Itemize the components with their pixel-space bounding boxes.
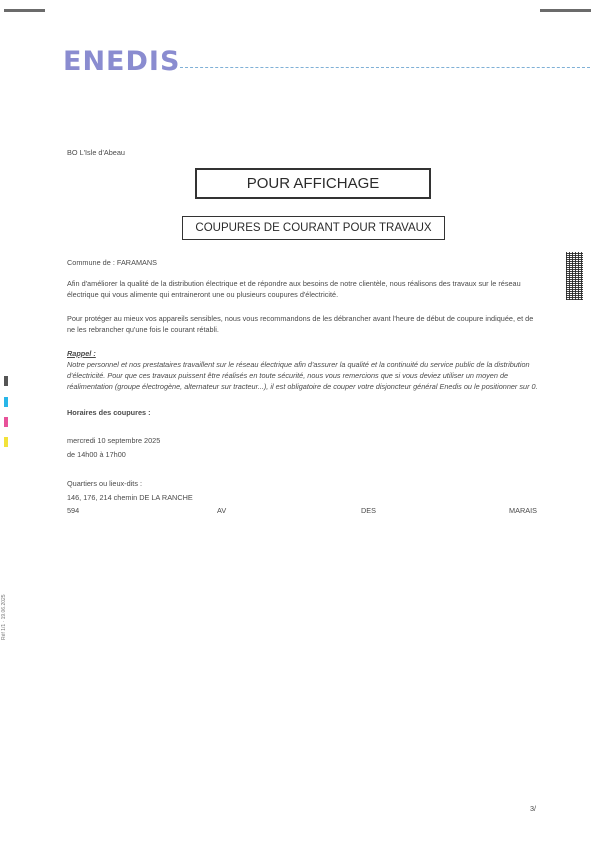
rappel-label: Rappel : (67, 349, 96, 358)
scan-colorbar-black (4, 376, 8, 386)
quartiers-col-4: MARAIS (509, 506, 537, 515)
datamatrix-code-icon (566, 252, 583, 300)
horaires-label: Horaires des coupures : (67, 408, 151, 417)
quartiers-col-3: DES (361, 506, 377, 515)
rappel-text: Notre personnel et nos prestataires travaillent sur le réseau électrique afin d'assurer la qualité et la continuité du service public de la distribution d'électricité. Pour que ces travaux puissent être réalisés en toute sécurité, nous vous remercions que si vous deviez utiliser un moyen de réalimentation (groupe électrogène, alternateur sur tracteur...), il est obligatoire de couper votre disjoncteur général Enedis ou le positionner sur 0. (67, 360, 538, 391)
corner-mark-right (540, 9, 591, 12)
quartiers-col-1: 594 (67, 506, 80, 515)
rappel-block (67, 348, 542, 392)
paragraph-protect: Pour protéger au mieux vos appareils sensibles, nous vous recommandons de les débrancher avant l'heure de début de coupure indiquée, et de ne les rebrancher qu'une fois le courant rétabli. (67, 314, 534, 334)
page-number: 3/ (530, 804, 537, 813)
scan-colorbar-magenta (4, 417, 8, 427)
scan-colorbar-yellow (4, 437, 8, 447)
paragraph-intro: Afin d'améliorer la qualité de la distribution électrique et de répondre aux besoins de notre clientèle, nous réalisons des travaux sur le réseau électrique qui vous alimente qui entraineront une ou plusieurs coupures d'électricité. (67, 279, 521, 299)
quartiers-line1: 146, 176, 214 chemin DE LA RANCHE (67, 493, 193, 502)
scan-colorbar-cyan (4, 397, 8, 407)
horaires-time: de 14h00 à 17h00 (67, 450, 126, 459)
logo-divider (180, 67, 590, 68)
quartiers-col-2: AV (217, 506, 227, 515)
horaires-date: mercredi 10 septembre 2025 (67, 436, 161, 445)
corner-mark-left (4, 9, 45, 12)
side-note: Réf 1/1 · 19.06.2025 (1, 594, 7, 640)
page-subtitle: COUPURES DE COURANT POUR TRAVAUX (182, 216, 445, 240)
quartiers-row (67, 506, 542, 517)
quartiers-label: Quartiers ou lieux-dits : (67, 479, 143, 488)
page-title: POUR AFFICHAGE (195, 168, 431, 199)
commune: Commune de : FARAMANS (67, 258, 158, 267)
enedis-logo: ENEDIS (63, 46, 181, 77)
recipient: BO L'Isle d'Abeau (67, 148, 125, 157)
